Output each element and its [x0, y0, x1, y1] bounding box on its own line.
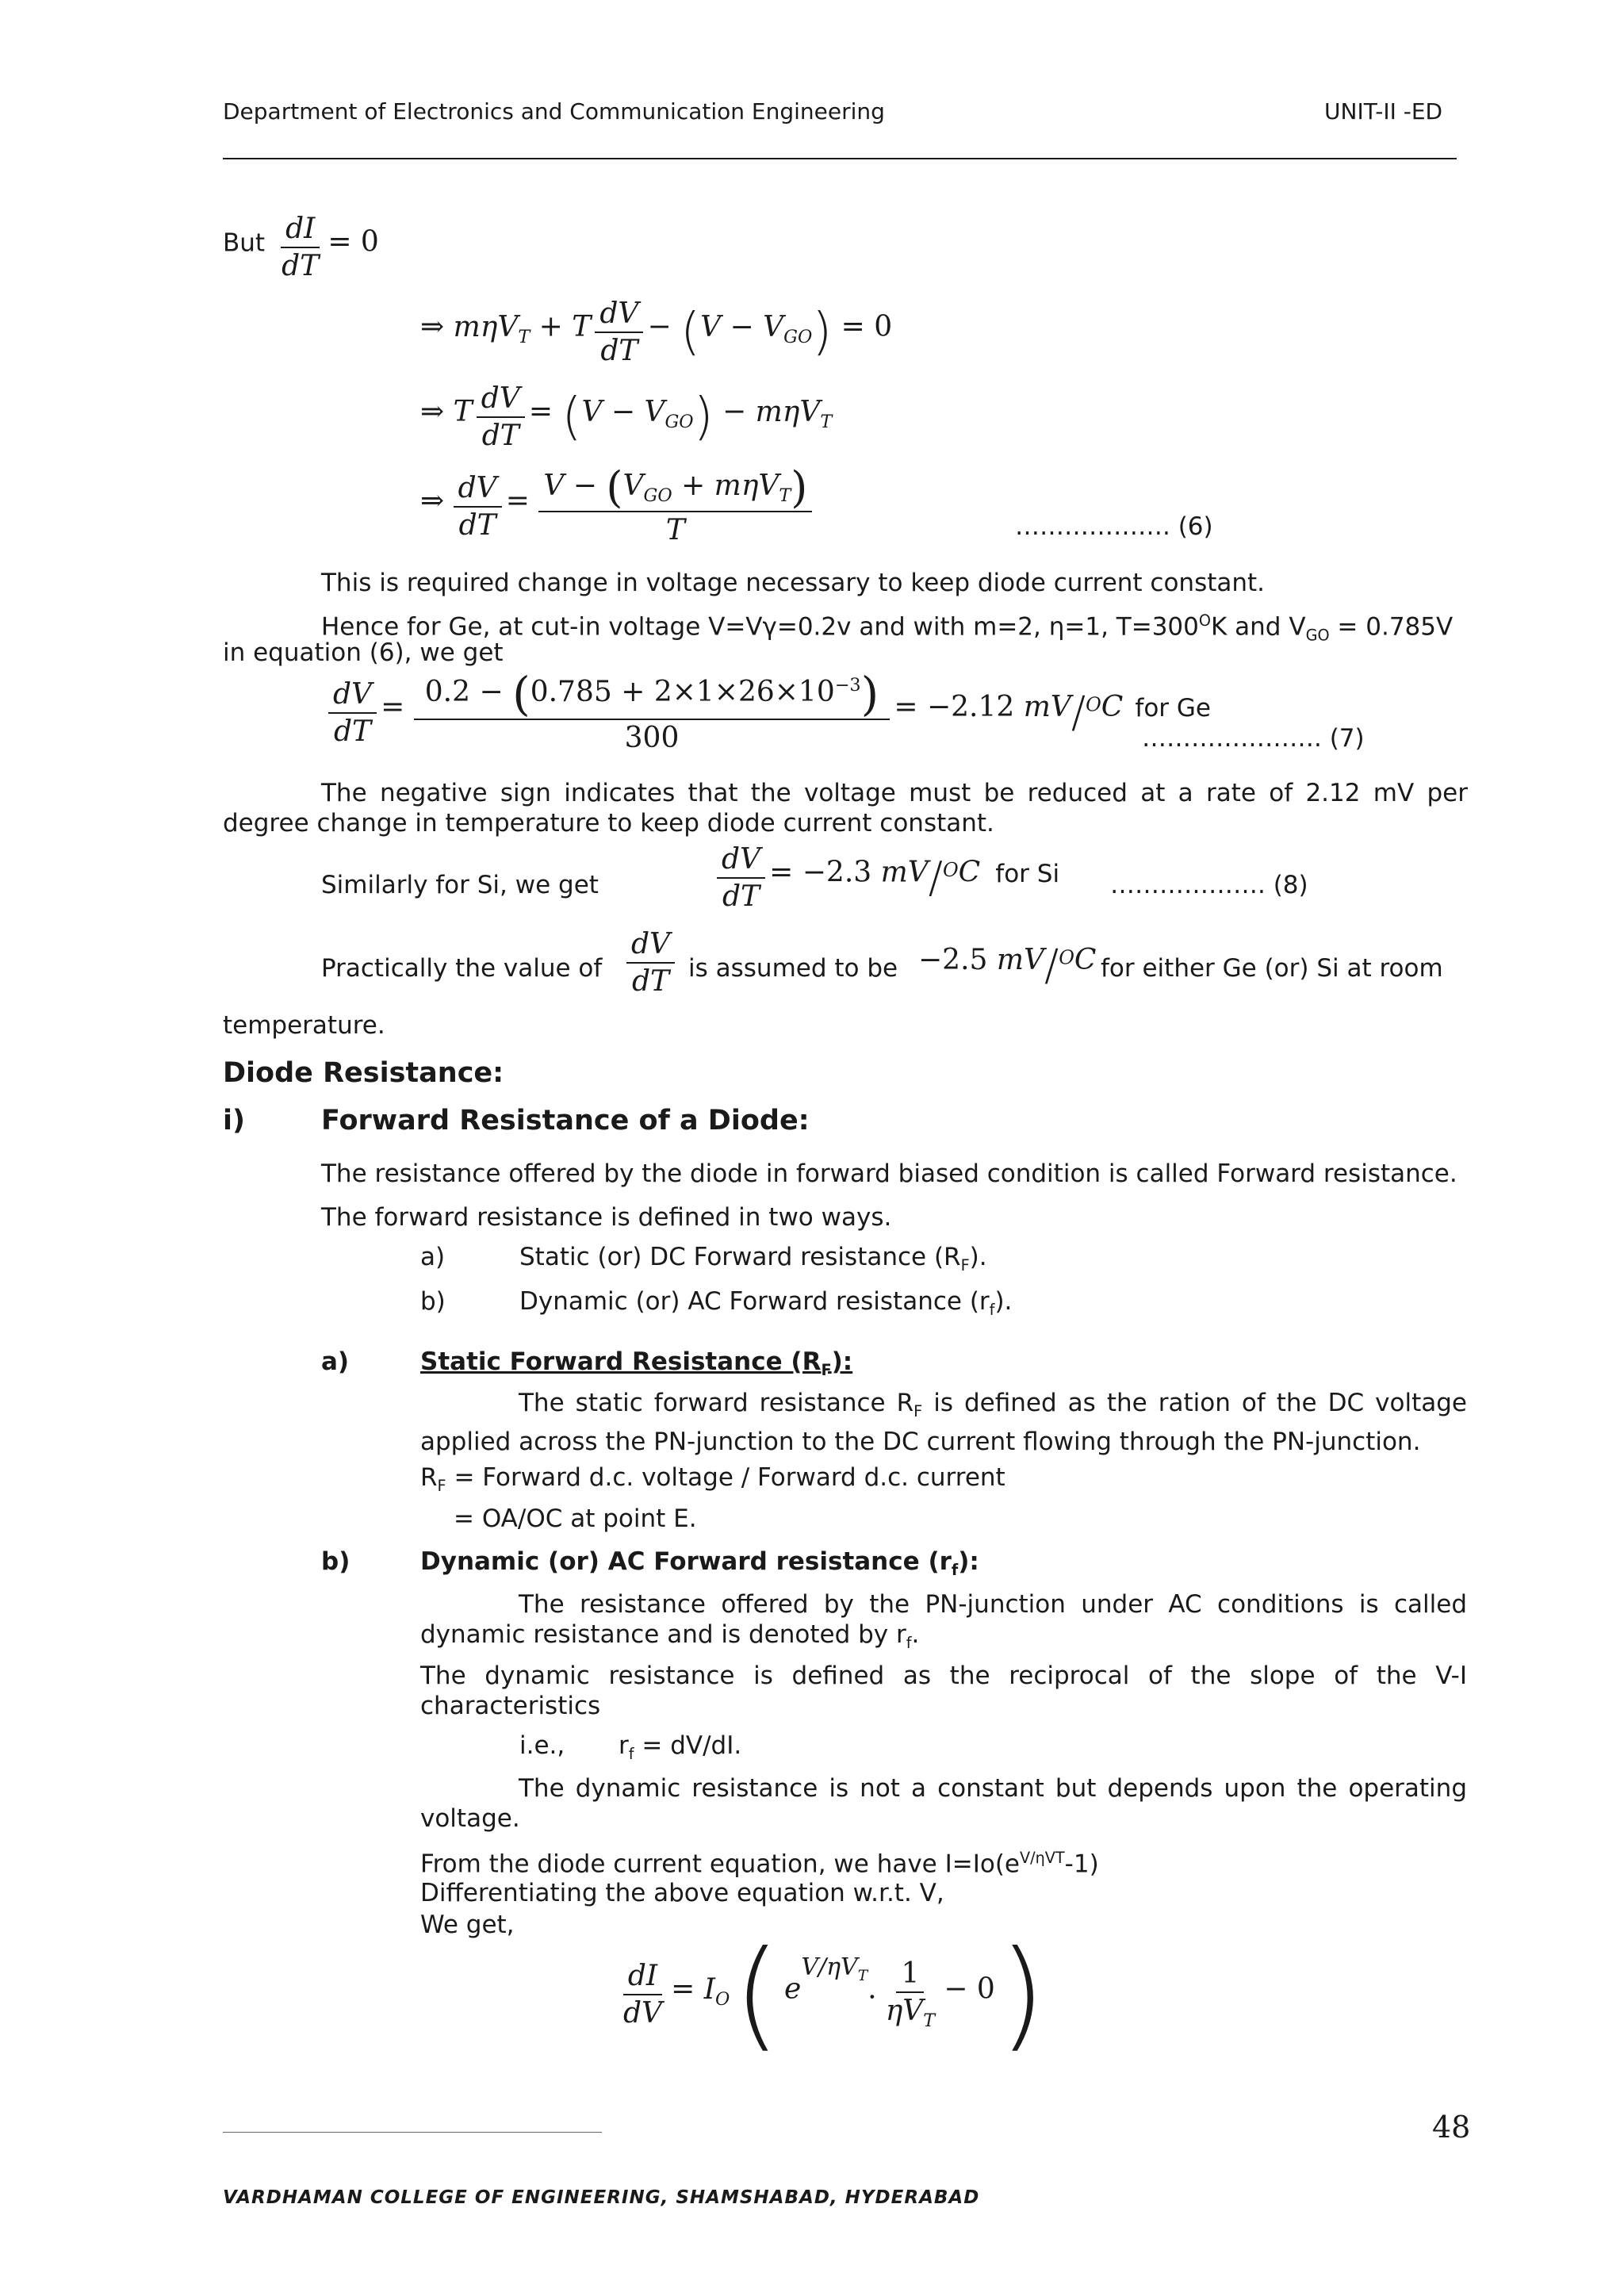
frac-dV-dT: $\frac{dV}{dT}$ — [454, 472, 502, 542]
list-item-a-marker: a) — [420, 1243, 446, 1271]
negative-sign-paragraph: The negative sign indicates that the voltage must be reduced at a rate of 2.12 mV per degree change in temperature to keep diode current constant. — [223, 779, 1468, 838]
list-item-b-marker: b) — [420, 1287, 446, 1316]
eq-step3: ⇒ $\frac{dV}{dT}$ = $\frac{V - (V_{GO} + m\eta V_T)}{T}$ — [420, 466, 812, 546]
footer-college: VARDHAMAN COLLEGE OF ENGINEERING, SHAMSHABAD, HYDERABAD — [223, 2187, 980, 2208]
static-definition: $R_F$ = Forward d.c. voltage / Forward d.c. current — [420, 1463, 1005, 1496]
frac-dV-dT: $\frac{dV}{dT}$ — [626, 928, 675, 998]
dynamic-definition: The dynamic resistance is defined as the reciprocal of the slope of the V-I characteristics — [420, 1662, 1467, 1720]
eq8: $\frac{dV}{dT}$ = −2.3 mV/$^O$C for Si — [717, 843, 1059, 913]
eq-step2: ⇒ T $\frac{dV}{dT}$ = $(V - V_{GO}) - m\eta V_T$ — [420, 382, 833, 452]
frac-dV-dT: $\frac{dV}{dT}$ — [595, 297, 643, 367]
static-marker: a) — [321, 1347, 350, 1376]
practical-d: temperature. — [223, 1011, 385, 1040]
subsection-title: Forward Resistance of a Diode: — [321, 1105, 810, 1137]
frac-eq7: $\frac{0.2 - (0.785 + 2\times 1\times 26\times 10^{-3})}{300}$ — [414, 671, 891, 754]
frac-dV-dT: $\frac{dV}{dT}$ — [477, 382, 525, 452]
forward-resistance-def: The resistance offered by the diode in forward biased condition is called Forward resistance. — [321, 1159, 1457, 1188]
dynamic-not-constant: The dynamic resistance is not a constant but depends upon the operating voltage. — [420, 1774, 1467, 1833]
frac-dI-dT: $\frac{dI}{dT}$ — [282, 213, 320, 282]
header-department: Department of Electronics and Communication Engineering — [223, 98, 885, 125]
eq-dI-dV: $\frac{dI}{dV}$ = $I_O$ ( $e^{V/\eta V_T}$. $\frac{1}{\eta V_T}$ − 0 ) — [619, 1935, 1045, 2054]
frac-1-etaVT: $\frac{1}{\eta V_T}$ — [885, 1957, 936, 2032]
header-unit: UNIT-II -ED — [1324, 98, 1443, 125]
list-item-a: Static (or) DC Forward resistance $(R_F)$. — [519, 1243, 987, 1275]
dynamic-marker: b) — [321, 1547, 350, 1576]
two-ways-line: The forward resistance is defined in two ways. — [321, 1203, 892, 1232]
eq-but-line: But $\frac{dI}{dT}$ = 0 — [223, 213, 379, 282]
list-item-b: Dynamic (or) AC Forward resistance $(r_f)$. — [519, 1287, 1013, 1320]
section-heading: Diode Resistance: — [223, 1057, 504, 1089]
frac-eq6: $\frac{V - (V_{GO} + m\eta V_T)}{T}$ — [538, 466, 812, 546]
we-get-line: We get, — [420, 1911, 515, 1939]
practical-b: is assumed to be — [688, 954, 898, 983]
practical-a: Practically the value of — [321, 954, 603, 983]
but-label: But — [223, 228, 266, 258]
ie-label: i.e., — [519, 1731, 565, 1760]
static-definition-2: = OA/OC at point E. — [454, 1504, 697, 1533]
eq8-number: ………………. (8) — [1110, 871, 1308, 899]
frac-dI-dV: $\frac{dI}{dV}$ — [623, 1960, 663, 2030]
practical-c: for either Ge (or) Si at room — [1101, 954, 1443, 983]
explain-line: This is required change in voltage necessary to keep diode current constant. — [321, 569, 1266, 597]
si-text: Similarly for Si, we get — [321, 871, 599, 899]
diode-current-eq: From the diode current equation, we have $I=Io(e^{V/\eta VT}-1)$ — [420, 1849, 1099, 1879]
ge-paragraph-line2: in equation (6), we get — [223, 638, 504, 667]
header-rule — [223, 158, 1457, 159]
eq6-number: ………………. (6) — [1015, 512, 1213, 541]
dynamic-title: Dynamic (or) AC Forward resistance $(r_f)$: — [420, 1547, 979, 1580]
eq7-number: …………………. (7) — [1142, 724, 1365, 753]
ge-paragraph: Hence for Ge, at cut-in voltage V=Vγ=0.2v and with m=2, η=1, $T=300^OK$ and $V_{GO} = 0.785V$ — [321, 611, 1454, 645]
rf-equation: $r_f = dV/dI$. — [619, 1731, 742, 1764]
static-paragraph: The static forward resistance $R_F$ is defined as the ration of the DC voltage applied across the PN-junction to the DC current flowing through the PN-junction. — [420, 1389, 1467, 1457]
static-title: Static Forward Resistance $(R_F)$: — [420, 1347, 853, 1380]
page-number: 48 — [1432, 2110, 1471, 2145]
practical-value: −2.5 mV/$^O$C — [918, 940, 1097, 991]
eq-step1: ⇒ mηV$_T$ + T $\frac{dV}{dT}$ − $(V - V_{GO}) = 0$ — [420, 297, 893, 367]
eq7: $\frac{dV}{dT}$ = $\frac{0.2 - (0.785 + 2\times 1\times 26\times 10^{-3})}{300}$ = −2.12 mV/$^O$C for Ge — [328, 671, 1211, 754]
differentiating-line: Differentiating the above equation w.r.t. V, — [420, 1879, 944, 1907]
practical-frac — [626, 928, 675, 998]
subsection-number: i) — [223, 1105, 245, 1137]
dynamic-paragraph: The resistance offered by the PN-junction under AC conditions is called dynamic resistance and is denoted by $r_f$. — [420, 1590, 1467, 1653]
frac-dV-dT: $\frac{dV}{dT}$ — [717, 843, 765, 913]
frac-dV-dT: $\frac{dV}{dT}$ — [328, 678, 377, 748]
footer-rule — [223, 2132, 602, 2133]
